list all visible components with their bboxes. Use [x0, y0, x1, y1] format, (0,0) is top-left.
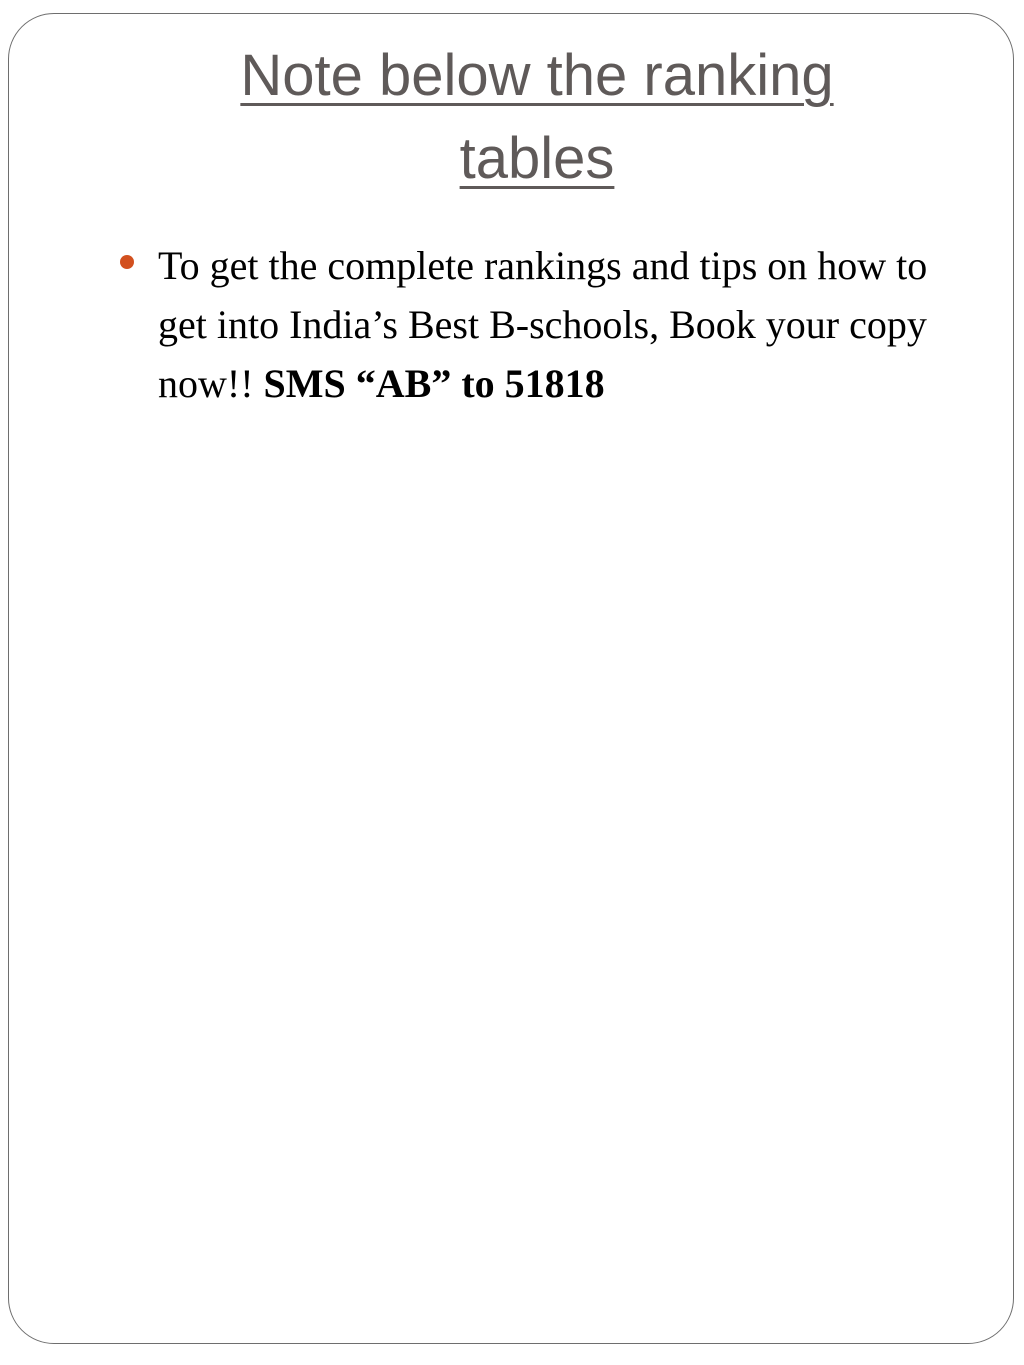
- bullet-bold-text: SMS “AB” to 51818: [263, 361, 605, 406]
- slide-title-line2: tables: [459, 126, 615, 191]
- slide-frame: [8, 13, 1014, 1344]
- bullet-item: [118, 236, 948, 413]
- bullet-dot-icon: [120, 255, 134, 269]
- bullet-text: To get the complete rankings and tips on how to get into India’s Best B-schools, Book your copy now!!: [158, 243, 928, 406]
- bullet-list: [118, 236, 948, 413]
- slide-title-line1: Note below the ranking: [240, 43, 834, 108]
- slide-title: [40, 34, 1024, 200]
